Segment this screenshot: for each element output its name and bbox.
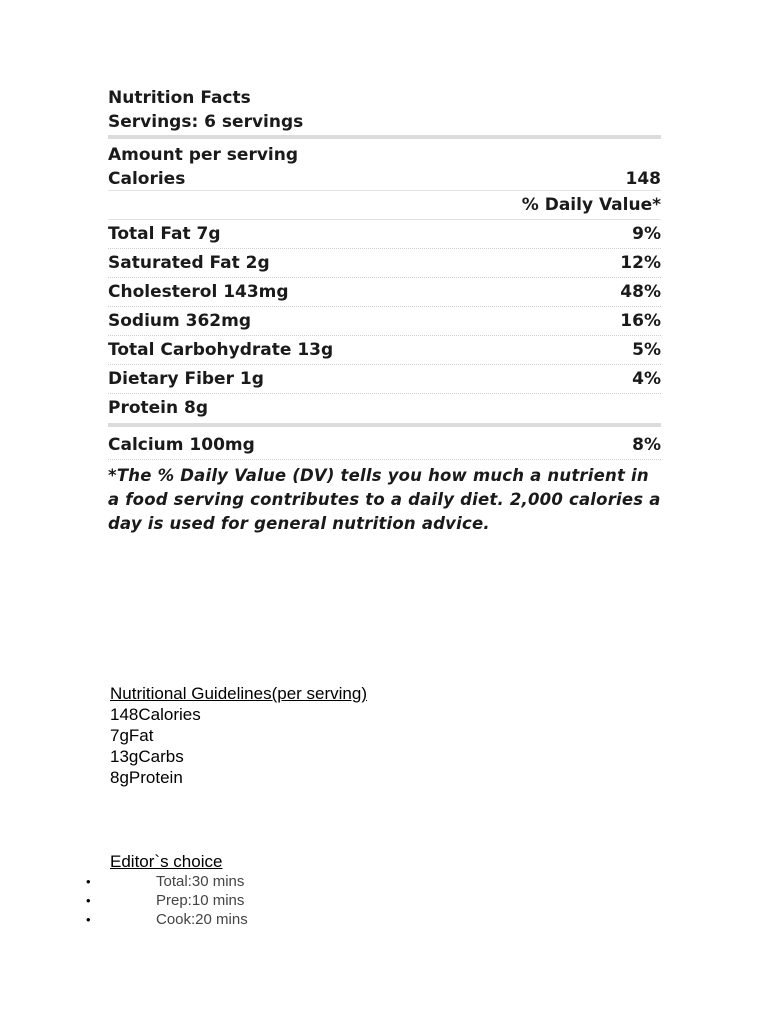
editors-choice-label: Editor`s choice (110, 852, 223, 871)
nutrition-facts-panel (108, 86, 661, 536)
guidelines-heading: Nutritional Guidelines(per serving) (110, 684, 368, 703)
time-text: Total:30 mins (156, 873, 245, 890)
nutrient-value: 9% (632, 224, 661, 244)
nutrient-value: 4% (632, 369, 661, 389)
guideline-item: 7gFat (110, 726, 154, 745)
amount-per-serving-label: Amount per serving (108, 145, 299, 165)
nutrient-label: Total Fat 7g (108, 224, 221, 244)
daily-value-footnote: *The % Daily Value (DV) tells you how much a nutrient in a food serving contributes to a daily diet. 2,000 calories a day is used for general nutrition advice. (108, 466, 661, 533)
calcium-row (108, 431, 661, 460)
nutrient-label: Total Carbohydrate 13g (108, 340, 334, 360)
daily-value-header-row (108, 191, 661, 220)
calories-value: 148 (625, 168, 661, 189)
nutrient-row (108, 336, 661, 365)
time-text: Prep:10 mins (156, 892, 245, 909)
nutrient-value: 12% (620, 253, 661, 273)
calories-label: Calories (108, 168, 186, 189)
nutrient-label: Dietary Fiber 1g (108, 369, 264, 389)
nutrient-value: 48% (620, 282, 661, 302)
guideline-item: 13gCarbs (110, 747, 184, 766)
nutrient-value: 16% (620, 311, 661, 331)
thick-divider (108, 423, 661, 427)
bullet-icon: • (86, 874, 91, 889)
cooking-times-list (0, 872, 768, 929)
bullet-icon: • (86, 893, 91, 908)
daily-value-header: % Daily Value* (521, 195, 661, 215)
servings-text: Servings: 6 servings (108, 112, 304, 132)
nutrient-label: Saturated Fat 2g (108, 253, 270, 273)
nutrient-label: Sodium 362mg (108, 311, 252, 331)
nutrient-row (108, 365, 661, 394)
nutrient-label: Protein 8g (108, 398, 209, 418)
calcium-label: Calcium 100mg (108, 435, 255, 455)
time-text: Cook:20 mins (156, 911, 248, 928)
list-item (0, 891, 768, 910)
thick-divider (108, 135, 661, 139)
nutrient-row (108, 307, 661, 336)
nutrient-value: 5% (632, 340, 661, 360)
guideline-item: 148Calories (110, 705, 201, 724)
list-item (0, 872, 768, 891)
editors-choice-heading (110, 851, 222, 872)
bullet-icon: • (86, 912, 91, 927)
calories-row (108, 167, 661, 191)
guideline-item: 8gProtein (110, 768, 183, 787)
nutrient-label: Cholesterol 143mg (108, 282, 289, 302)
nutrition-title: Nutrition Facts (108, 88, 251, 108)
calcium-value: 8% (632, 435, 661, 455)
nutrient-row (108, 394, 661, 422)
nutrient-row (108, 220, 661, 249)
nutritional-guidelines (110, 683, 367, 788)
nutrient-row (108, 278, 661, 307)
nutrient-row (108, 249, 661, 278)
list-item (0, 910, 768, 929)
